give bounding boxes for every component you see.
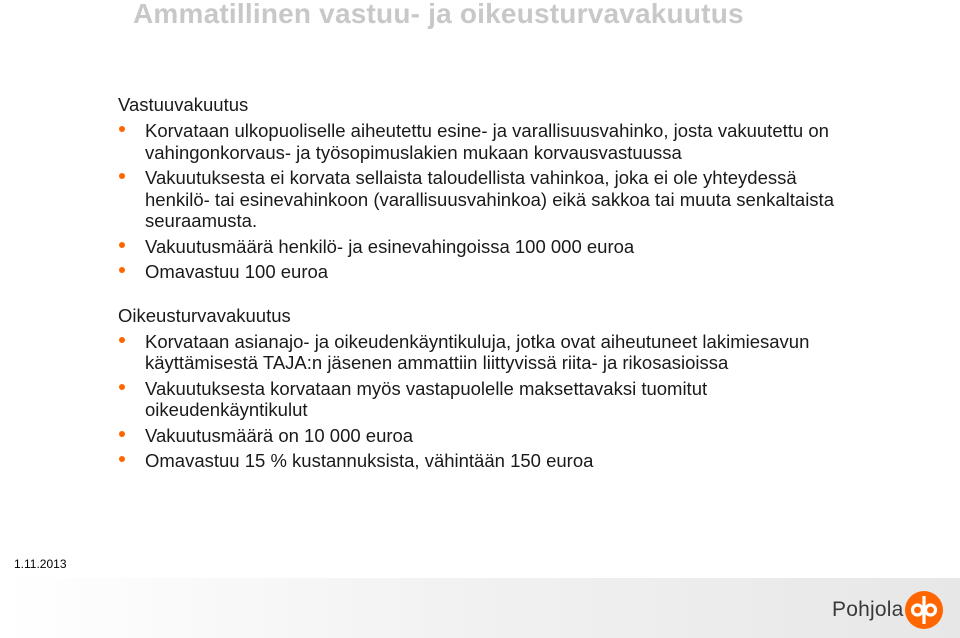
list-item-text: Vakuutuksesta ei korvata sellaista taloudellista vahinkoa, joka ei ole yhteydessä henkilö- tai esinevahinkoon (varallisuusvahinkoa) eikä sakkoa tai muuta senkaltaista seuraamusta. (145, 167, 834, 231)
footer-band (0, 578, 960, 638)
liability-bullet-list (118, 120, 858, 283)
list-item (118, 261, 858, 283)
list-item-text: Korvataan ulkopuoliselle aiheutettu esine- ja varallisuusvahinko, josta vakuutettu on vahingonkorvaus- ja työsopimuslakien mukaan korvausvastuussa (145, 120, 829, 163)
list-item-text: Omavastuu 15 % kustannuksista, vähintään 150 euroa (145, 450, 594, 471)
bullet-dot-icon (119, 337, 125, 343)
list-item (118, 425, 858, 447)
list-item (118, 236, 858, 258)
list-item (118, 378, 858, 421)
bullet-dot-icon (119, 384, 125, 390)
bullet-dot-icon (119, 267, 125, 273)
slide-title: Ammatillinen vastuu- ja oikeusturvavakuutus (133, 0, 744, 29)
legal-bullet-list (118, 331, 858, 472)
bullet-dot-icon (119, 456, 125, 462)
slide-content (118, 94, 858, 472)
bullet-dot-icon (119, 173, 125, 179)
list-item-text: Korvataan asianajo- ja oikeudenkäyntikuluja, jotka ovat aiheutuneet lakimiesavun käyttämisestä TAJA:n jäsenen ammattiin liittyvissä riita- ja rikosasioissa (145, 330, 810, 373)
slide-date: 1.11.2013 (14, 557, 67, 571)
section-heading-vastuuvakuutus: Vastuuvakuutus (118, 94, 249, 115)
section-heading-oikeusturvavakuutus: Oikeusturvavakuutus (118, 304, 291, 326)
bullet-dot-icon (119, 242, 125, 248)
brand-name: Pohjola (832, 598, 904, 621)
list-item-text: Vakuutusmäärä on 10 000 euroa (145, 424, 414, 446)
list-item (118, 167, 858, 232)
list-item-text: Vakuutuksesta korvataan myös vastapuolelle maksettavaksi tuomitut oikeudenkäyntikulut (145, 377, 708, 420)
bullet-dot-icon (119, 431, 125, 437)
list-item-text: Vakuutusmäärä henkilö- ja esinevahingoissa 100 000 euroa (145, 235, 635, 257)
section-spacer (118, 283, 858, 305)
list-item (118, 450, 858, 472)
list-item (118, 120, 858, 163)
pohjola-logo-icon (904, 590, 944, 630)
list-item (118, 331, 858, 374)
list-item-text: Omavastuu 100 euroa (145, 261, 329, 282)
bullet-dot-icon (119, 126, 125, 132)
